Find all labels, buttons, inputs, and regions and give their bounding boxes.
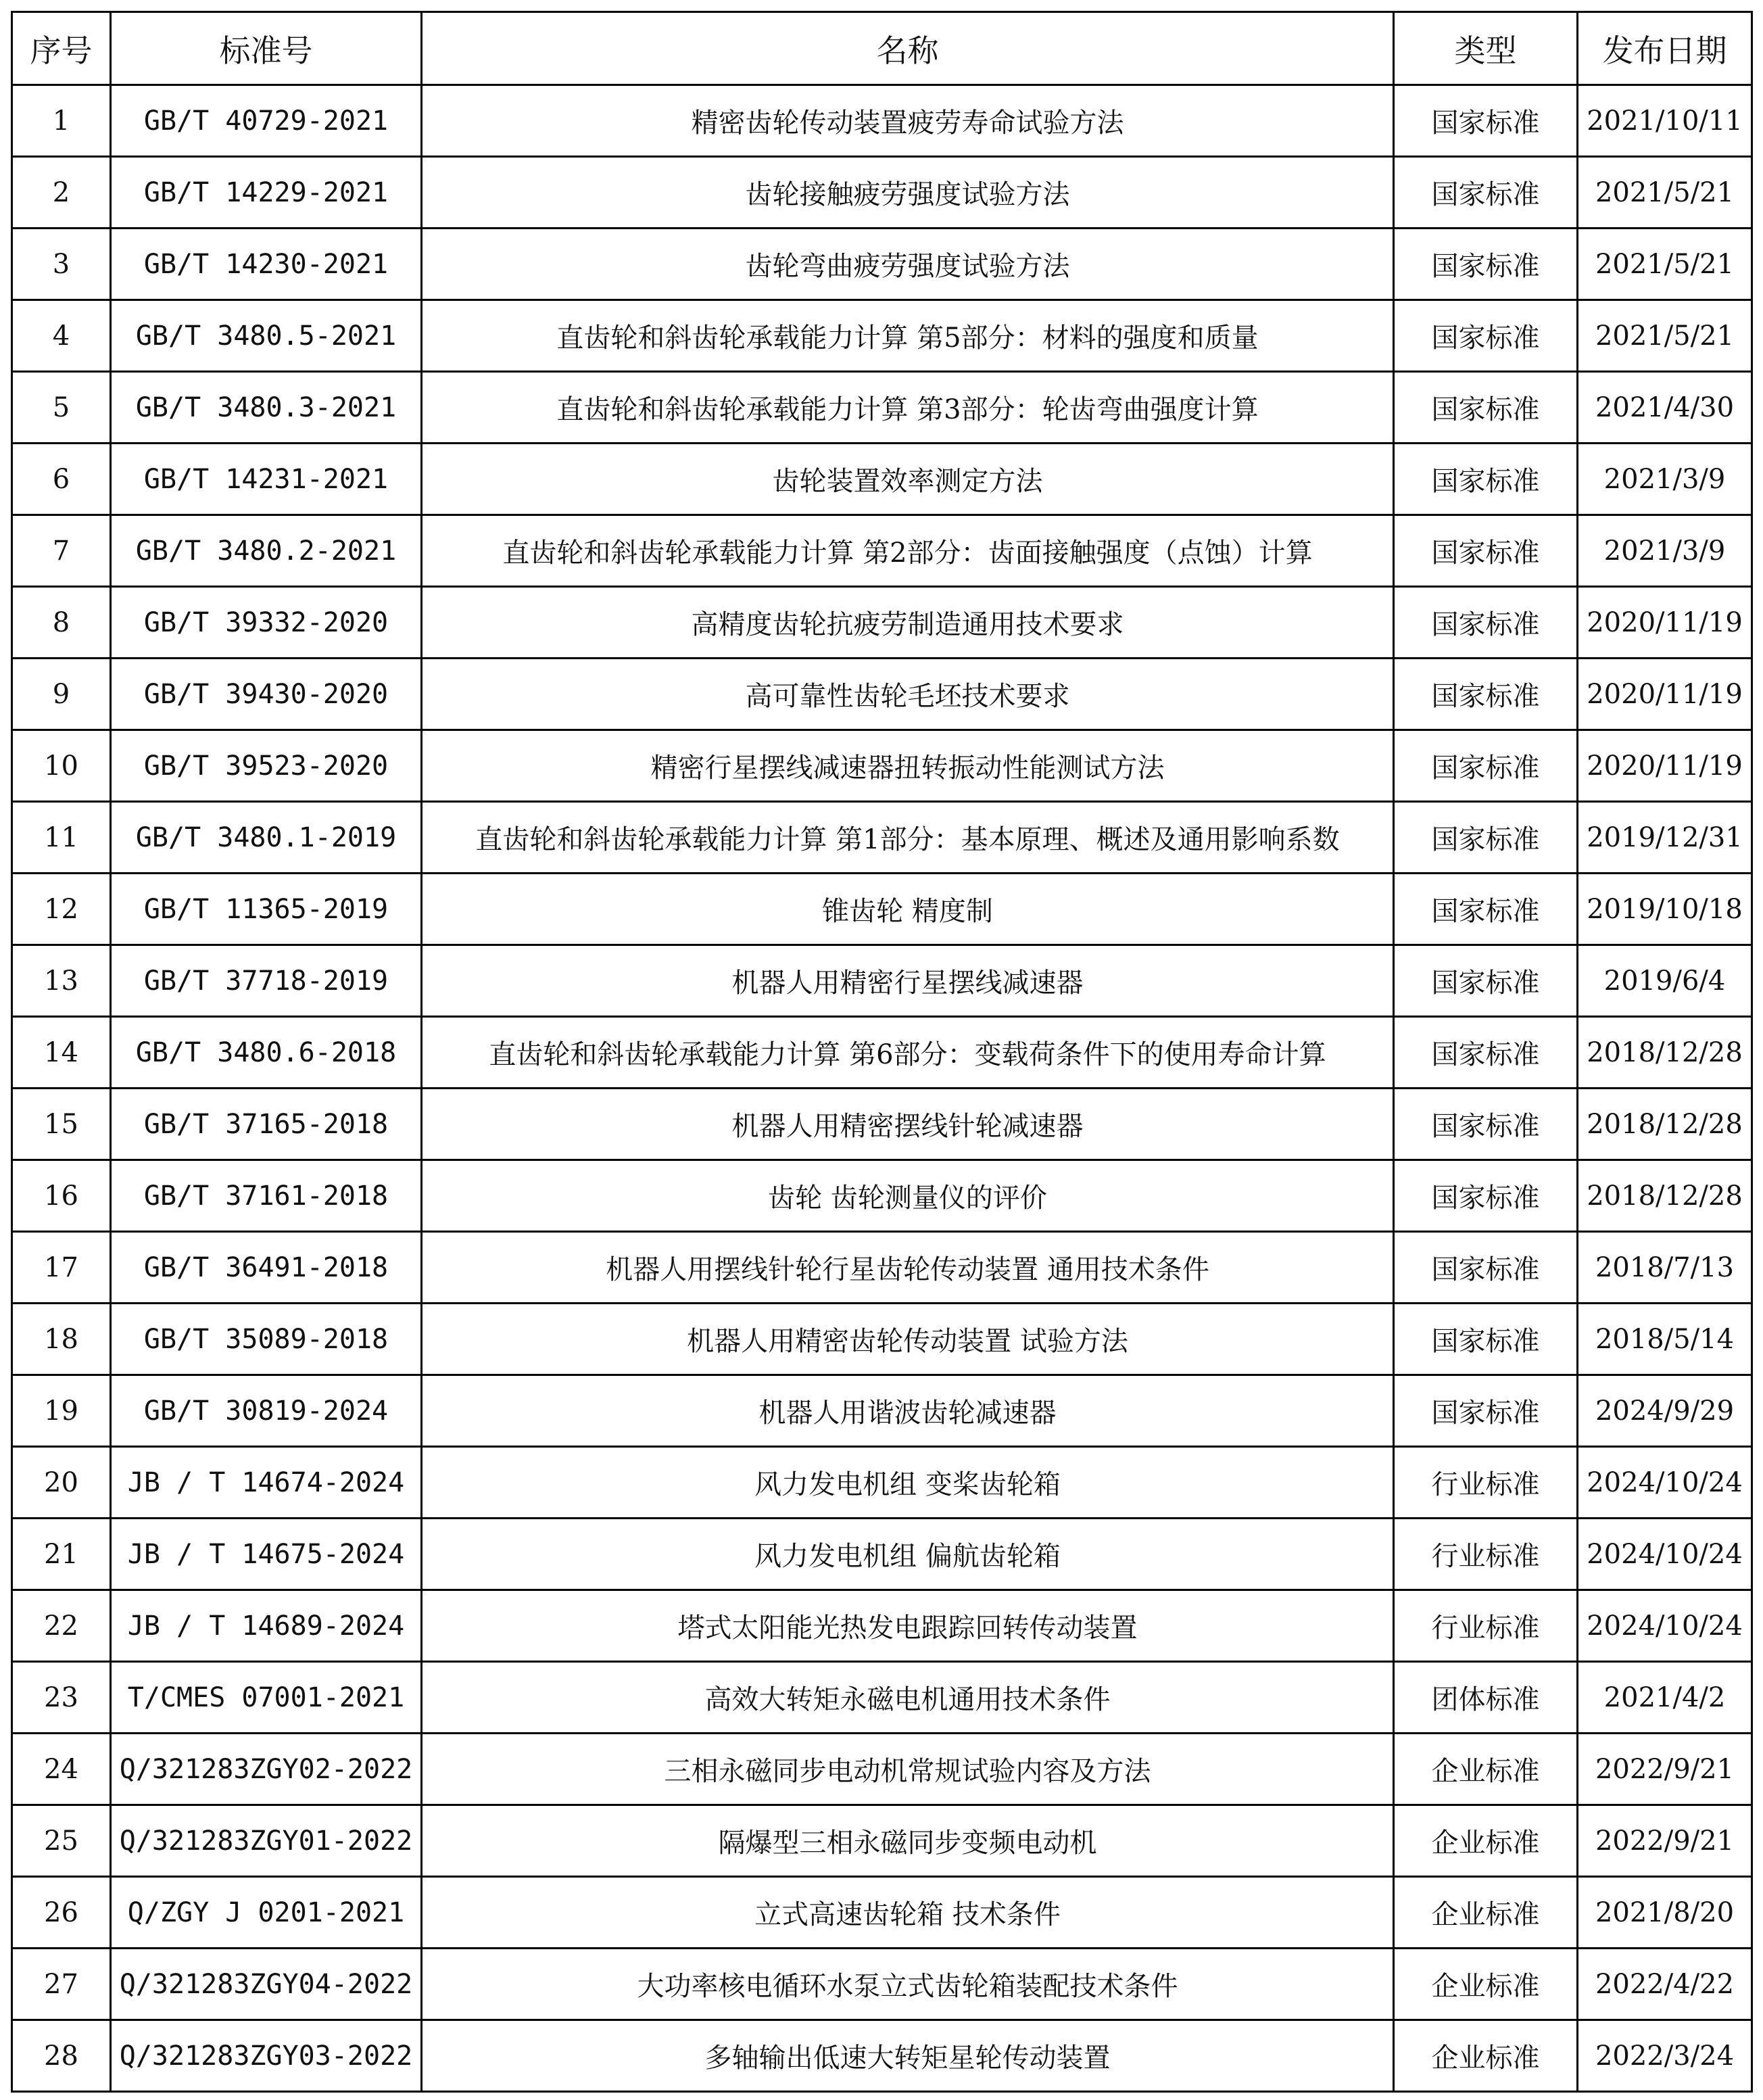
standard-name: 直齿轮和斜齿轮承载能力计算 第1部分：基本原理、概述及通用影响系数 [422,802,1394,874]
header-type: 类型 [1394,12,1578,85]
standard-type: 国家标准 [1394,587,1578,659]
standard-number: GB/T 39523-2020 [111,730,422,802]
row-index: 7 [12,515,111,587]
standard-number: GB/T 39332-2020 [111,587,422,659]
table-row [12,515,1752,587]
table-row [12,157,1752,229]
row-index: 8 [12,587,111,659]
row-index: 20 [12,1447,111,1519]
row-index: 10 [12,730,111,802]
standard-number: GB/T 3480.1-2019 [111,802,422,874]
standard-type: 行业标准 [1394,1447,1578,1519]
standard-type: 团体标准 [1394,1662,1578,1734]
standards-table [11,11,1753,2093]
table-header [12,12,1752,85]
row-index: 16 [12,1160,111,1232]
table-row [12,730,1752,802]
standard-type: 国家标准 [1394,157,1578,229]
table-row [12,945,1752,1017]
table-row [12,1232,1752,1304]
publish-date: 2021/4/2 [1578,1662,1752,1734]
publish-date: 2021/3/9 [1578,515,1752,587]
standard-number: GB/T 3480.3-2021 [111,372,422,444]
standard-type: 国家标准 [1394,874,1578,945]
publish-date: 2021/5/21 [1578,229,1752,300]
standard-name: 隔爆型三相永磁同步变频电动机 [422,1805,1394,1877]
row-index: 24 [12,1734,111,1805]
standard-type: 国家标准 [1394,802,1578,874]
row-index: 25 [12,1805,111,1877]
table-row [12,229,1752,300]
standard-number: GB/T 3480.6-2018 [111,1017,422,1089]
publish-date: 2019/12/31 [1578,802,1752,874]
standard-type: 企业标准 [1394,1877,1578,1949]
publish-date: 2020/11/19 [1578,659,1752,730]
standard-number: GB/T 3480.5-2021 [111,300,422,372]
standard-name: 高可靠性齿轮毛坯技术要求 [422,659,1394,730]
standard-name: 直齿轮和斜齿轮承载能力计算 第3部分：轮齿弯曲强度计算 [422,372,1394,444]
row-index: 21 [12,1519,111,1590]
standard-name: 风力发电机组 偏航齿轮箱 [422,1519,1394,1590]
publish-date: 2022/3/24 [1578,2020,1752,2092]
standard-name: 齿轮接触疲劳强度试验方法 [422,157,1394,229]
header-standard-no: 标准号 [111,12,422,85]
publish-date: 2022/9/21 [1578,1805,1752,1877]
standard-number: GB/T 3480.2-2021 [111,515,422,587]
standard-name: 高精度齿轮抗疲劳制造通用技术要求 [422,587,1394,659]
table-row [12,1877,1752,1949]
table-row [12,1662,1752,1734]
standard-number: Q/321283ZGY04-2022 [111,1949,422,2020]
standard-number: Q/321283ZGY03-2022 [111,2020,422,2092]
standard-number: GB/T 14231-2021 [111,444,422,515]
publish-date: 2021/4/30 [1578,372,1752,444]
row-index: 17 [12,1232,111,1304]
standard-type: 国家标准 [1394,1375,1578,1447]
standard-name: 立式高速齿轮箱 技术条件 [422,1877,1394,1949]
table-row [12,1017,1752,1089]
standard-name: 锥齿轮 精度制 [422,874,1394,945]
standard-number: GB/T 14229-2021 [111,157,422,229]
standard-number: Q/321283ZGY02-2022 [111,1734,422,1805]
standard-type: 企业标准 [1394,2020,1578,2092]
standard-number: T/CMES 07001-2021 [111,1662,422,1734]
standard-type: 国家标准 [1394,1232,1578,1304]
publish-date: 2024/10/24 [1578,1590,1752,1662]
standard-number: GB/T 40729-2021 [111,85,422,157]
row-index: 11 [12,802,111,874]
publish-date: 2021/5/21 [1578,300,1752,372]
table-row [12,659,1752,730]
publish-date: 2022/9/21 [1578,1734,1752,1805]
publish-date: 2018/12/28 [1578,1089,1752,1160]
header-row [12,12,1752,85]
standard-type: 国家标准 [1394,945,1578,1017]
standard-type: 国家标准 [1394,1160,1578,1232]
standard-name: 直齿轮和斜齿轮承载能力计算 第5部分：材料的强度和质量 [422,300,1394,372]
standard-name: 精密行星摆线减速器扭转振动性能测试方法 [422,730,1394,802]
standard-number: GB/T 39430-2020 [111,659,422,730]
row-index: 14 [12,1017,111,1089]
table-row [12,874,1752,945]
publish-date: 2024/10/24 [1578,1447,1752,1519]
table-row [12,1447,1752,1519]
publish-date: 2019/6/4 [1578,945,1752,1017]
table-row [12,372,1752,444]
row-index: 5 [12,372,111,444]
standard-number: GB/T 37718-2019 [111,945,422,1017]
standard-type: 国家标准 [1394,1304,1578,1375]
table-row [12,587,1752,659]
row-index: 22 [12,1590,111,1662]
row-index: 28 [12,2020,111,2092]
header-date: 发布日期 [1578,12,1752,85]
standard-type: 国家标准 [1394,229,1578,300]
row-index: 12 [12,874,111,945]
publish-date: 2021/10/11 [1578,85,1752,157]
header-index: 序号 [12,12,111,85]
standard-type: 国家标准 [1394,372,1578,444]
standard-number: GB/T 14230-2021 [111,229,422,300]
standard-type: 行业标准 [1394,1590,1578,1662]
standard-type: 国家标准 [1394,1017,1578,1089]
standard-type: 国家标准 [1394,85,1578,157]
standard-number: GB/T 37161-2018 [111,1160,422,1232]
standard-type: 国家标准 [1394,444,1578,515]
row-index: 13 [12,945,111,1017]
table-row [12,1304,1752,1375]
table-row [12,802,1752,874]
publish-date: 2021/8/20 [1578,1877,1752,1949]
standard-number: Q/321283ZGY01-2022 [111,1805,422,1877]
row-index: 15 [12,1089,111,1160]
table-row [12,300,1752,372]
standard-number: GB/T 11365-2019 [111,874,422,945]
row-index: 3 [12,229,111,300]
publish-date: 2022/4/22 [1578,1949,1752,2020]
standard-type: 国家标准 [1394,515,1578,587]
standard-name: 大功率核电循环水泵立式齿轮箱装配技术条件 [422,1949,1394,2020]
table-row [12,444,1752,515]
table-row [12,2020,1752,2092]
table-row [12,1160,1752,1232]
standard-number: Q/ZGY J 0201-2021 [111,1877,422,1949]
standard-number: GB/T 35089-2018 [111,1304,422,1375]
standard-name: 机器人用精密齿轮传动装置 试验方法 [422,1304,1394,1375]
standard-name: 精密齿轮传动装置疲劳寿命试验方法 [422,85,1394,157]
standard-name: 齿轮 齿轮测量仪的评价 [422,1160,1394,1232]
publish-date: 2019/10/18 [1578,874,1752,945]
standard-type: 企业标准 [1394,1734,1578,1805]
standard-number: GB/T 37165-2018 [111,1089,422,1160]
table-row [12,1375,1752,1447]
row-index: 1 [12,85,111,157]
publish-date: 2018/12/28 [1578,1160,1752,1232]
standard-number: GB/T 36491-2018 [111,1232,422,1304]
standard-number: GB/T 30819-2024 [111,1375,422,1447]
standard-number: JB / T 14675-2024 [111,1519,422,1590]
publish-date: 2018/5/14 [1578,1304,1752,1375]
publish-date: 2024/10/24 [1578,1519,1752,1590]
publish-date: 2020/11/19 [1578,587,1752,659]
table-row [12,1519,1752,1590]
table-row [12,1590,1752,1662]
row-index: 4 [12,300,111,372]
row-index: 6 [12,444,111,515]
table-row [12,1089,1752,1160]
standard-name: 齿轮装置效率测定方法 [422,444,1394,515]
standard-type: 行业标准 [1394,1519,1578,1590]
standard-name: 直齿轮和斜齿轮承载能力计算 第6部分：变载荷条件下的使用寿命计算 [422,1017,1394,1089]
row-index: 27 [12,1949,111,2020]
table-row [12,85,1752,157]
publish-date: 2018/12/28 [1578,1017,1752,1089]
standard-number: JB / T 14689-2024 [111,1590,422,1662]
table-row [12,1805,1752,1877]
row-index: 9 [12,659,111,730]
standard-name: 直齿轮和斜齿轮承载能力计算 第2部分：齿面接触强度（点蚀）计算 [422,515,1394,587]
standard-name: 三相永磁同步电动机常规试验内容及方法 [422,1734,1394,1805]
row-index: 26 [12,1877,111,1949]
standard-type: 国家标准 [1394,730,1578,802]
standard-type: 企业标准 [1394,1949,1578,2020]
table-row [12,1949,1752,2020]
publish-date: 2020/11/19 [1578,730,1752,802]
row-index: 19 [12,1375,111,1447]
standard-type: 国家标准 [1394,1089,1578,1160]
standard-name: 机器人用精密行星摆线减速器 [422,945,1394,1017]
standard-type: 企业标准 [1394,1805,1578,1877]
publish-date: 2021/5/21 [1578,157,1752,229]
publish-date: 2021/3/9 [1578,444,1752,515]
standard-type: 国家标准 [1394,659,1578,730]
standard-name: 塔式太阳能光热发电跟踪回转传动装置 [422,1590,1394,1662]
header-name: 名称 [422,12,1394,85]
table-row [12,1734,1752,1805]
standard-type: 国家标准 [1394,300,1578,372]
standard-name: 机器人用摆线针轮行星齿轮传动装置 通用技术条件 [422,1232,1394,1304]
standard-name: 机器人用精密摆线针轮减速器 [422,1089,1394,1160]
standard-number: JB / T 14674-2024 [111,1447,422,1519]
row-index: 18 [12,1304,111,1375]
row-index: 2 [12,157,111,229]
standard-name: 齿轮弯曲疲劳强度试验方法 [422,229,1394,300]
publish-date: 2024/9/29 [1578,1375,1752,1447]
standard-name: 高效大转矩永磁电机通用技术条件 [422,1662,1394,1734]
standard-name: 机器人用谐波齿轮减速器 [422,1375,1394,1447]
row-index: 23 [12,1662,111,1734]
publish-date: 2018/7/13 [1578,1232,1752,1304]
table-body [12,85,1752,2092]
standard-name: 多轴输出低速大转矩星轮传动装置 [422,2020,1394,2092]
standard-name: 风力发电机组 变桨齿轮箱 [422,1447,1394,1519]
